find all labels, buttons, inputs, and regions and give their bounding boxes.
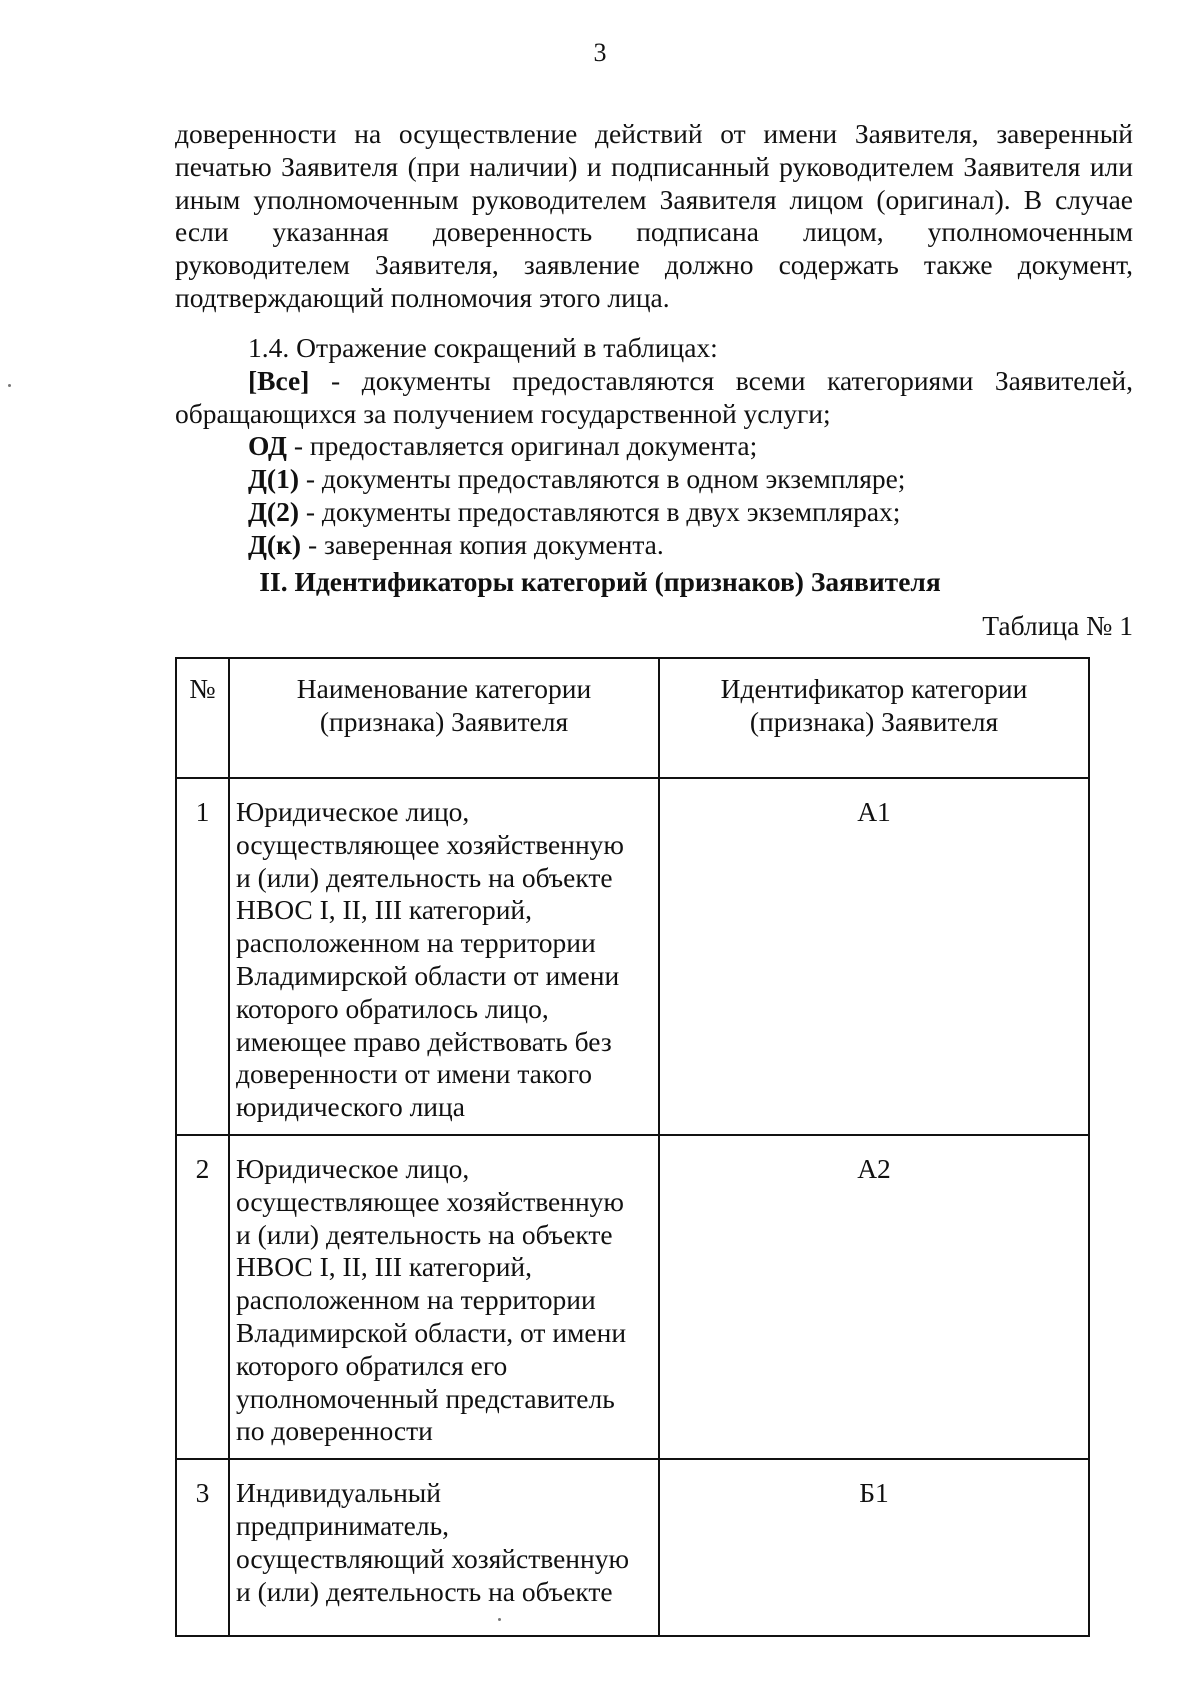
category-name-line: и (или) деятельность на объекте (236, 1575, 613, 1607)
row-number: 1 (176, 778, 229, 1135)
row-category-name (229, 778, 659, 1135)
intro-line: руководителем Заявителя, заявление должно содержать также документ, (175, 249, 1133, 281)
row-category-name (229, 1135, 659, 1459)
abbr-item (175, 496, 1133, 529)
abbr-code: Д(к) (248, 528, 302, 560)
header-category-id (659, 658, 1089, 778)
category-name-line: уполномоченный представитель (236, 1382, 615, 1414)
header-line: Идентификатор категории (720, 673, 1028, 704)
abbr-code: Д(1) (248, 463, 299, 495)
abbr-item (175, 430, 1133, 463)
intro-paragraph (175, 118, 1133, 315)
row-number: 3 (176, 1459, 229, 1636)
category-name-line: осуществляющий хозяйственную (236, 1542, 630, 1574)
abbr-text: - документы предоставляются в двух экземплярах; (299, 495, 901, 527)
category-name-line: Юридическое лицо, (236, 796, 470, 827)
category-name-line: осуществляющее хозяйственную (236, 1185, 624, 1217)
row-number: 2 (176, 1135, 229, 1459)
abbr-code: ОД (248, 430, 287, 462)
scan-speck (498, 1618, 501, 1621)
row-category-id: Б1 (659, 1459, 1089, 1636)
row-category-id: А1 (659, 778, 1089, 1135)
abbr-item (175, 365, 1133, 398)
abbr-code: [Все] (248, 364, 310, 396)
abbr-code: Д(2) (248, 495, 299, 527)
category-name-line: расположенном на территории (236, 927, 596, 959)
category-name-line: Владимирской области от имени (236, 959, 620, 991)
row-category-name (229, 1459, 659, 1636)
category-name-line: доверенности от имени такого (236, 1058, 592, 1090)
category-name-line: и (или) деятельность на объекте (236, 861, 613, 893)
category-name-line: и (или) деятельность на объекте (236, 1218, 613, 1250)
intro-line: подтверждающий полномочия этого лица. (175, 281, 670, 313)
category-name-line: НВОС I, II, III категорий, (236, 1251, 533, 1283)
header-line: Наименование категории (296, 673, 592, 704)
abbr-continuation: обращающихся за получением государственной услуги; (175, 397, 831, 429)
table-row (176, 778, 1089, 1135)
abbr-item (175, 529, 1133, 562)
abbr-text: - документы предоставляются в одном экземпляре; (299, 463, 906, 495)
category-name-line: Индивидуальный (236, 1477, 441, 1509)
header-category-name (229, 658, 659, 778)
category-name-line: которого обратился его (236, 1349, 508, 1381)
category-name-line: расположенном на территории (236, 1284, 596, 1316)
intro-line: доверенности на осуществление действий от имени Заявителя, заверенный (175, 118, 1133, 149)
category-name-line: юридического лица (236, 1091, 465, 1123)
scan-speck (8, 384, 11, 387)
header-line: (признака) Заявителя (749, 705, 999, 737)
table-row (176, 1459, 1089, 1636)
category-name-line: имеющее право действовать без (236, 1025, 612, 1057)
category-name-line: НВОС I, II, III категорий, (236, 894, 533, 926)
intro-line: если указанная доверенность подписана лицом, уполномоченным (175, 216, 1133, 248)
abbreviations-section (175, 332, 1133, 562)
section-1-4-title: 1.4. Отражение сокращений в таблицах: (248, 332, 718, 363)
table-row (176, 1135, 1089, 1459)
applicant-categories-table (175, 657, 1090, 1637)
abbr-text: - предоставляется оригинал документа; (286, 430, 758, 462)
intro-line: печатью Заявителя (при наличии) и подписанный руководителем Заявителя или (175, 150, 1133, 182)
header-line: (признака) Заявителя (319, 705, 569, 737)
table-header-row (176, 658, 1089, 778)
intro-line: иным уполномоченным руководителем Заявителя лицом (оригинал). В случае (175, 183, 1133, 215)
category-name-line: предприниматель, (236, 1509, 449, 1541)
row-category-id: А2 (659, 1135, 1089, 1459)
header-num: № (176, 658, 229, 778)
category-name-line: Юридическое лицо, (236, 1152, 470, 1184)
category-name-line: Владимирской области, от имени (236, 1316, 627, 1348)
abbr-text: - заверенная копия документа. (301, 528, 664, 560)
abbr-text: - документы предоставляются всеми категориями Заявителей, (309, 364, 1133, 396)
category-name-line: по доверенности (236, 1415, 433, 1447)
page-number: 3 (593, 38, 607, 67)
abbr-item (175, 463, 1133, 496)
category-name-line: которого обратилось лицо, (236, 992, 549, 1024)
table-caption: Таблица № 1 (982, 610, 1133, 641)
category-name-line: осуществляющее хозяйственную (236, 828, 624, 860)
section-heading: II. Идентификаторы категорий (признаков) Заявителя (259, 566, 941, 597)
